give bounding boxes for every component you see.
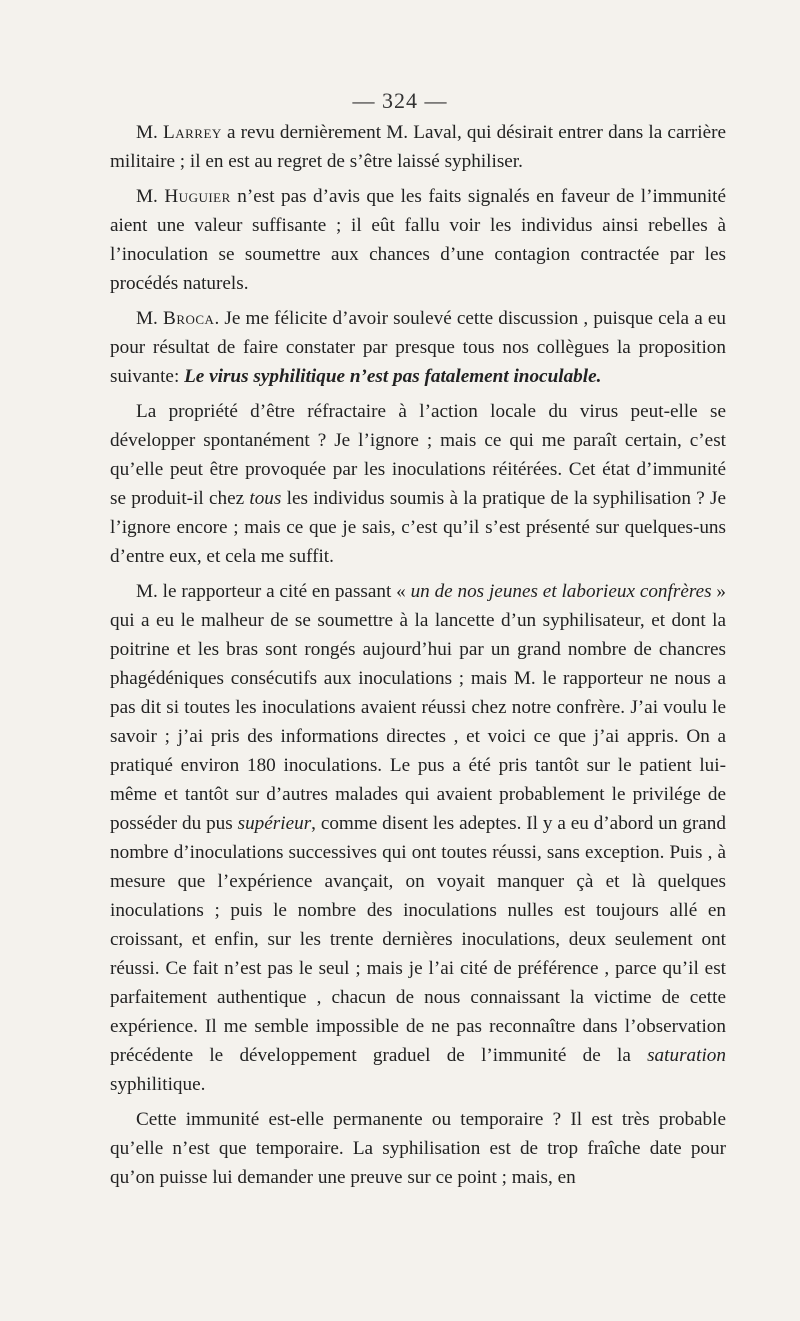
proposition-text: Le virus syphilitique n’est pas fatalement inoculable. xyxy=(184,366,602,387)
paragraph-larrey: M. Larrey a revu dernièrement M. Laval, qui désirait entrer dans la carrière militaire ; il en est au regret de s’être laissé syphiliser. xyxy=(110,122,726,172)
paragraph-rapporteur: M. le rapporteur a cité en passant « un de nos jeunes et laborieux confrères » qui a eu le malheur de se soumettre à la lancette d’un syphilisateur, et dont la poitrine et les bras sont rongés aujourd’hui par un grand nombre de chancres phagédéniques consécutifs aux inoculations ; mais M. le rapporteur ne nous a pas dit si toutes les inoculations avaient réussi chez notre confrère. J’ai voulu le savoir ; j’ai pris des informations directes , et voici ce que j’ai appris. On a pratiqué environ 180 inoculations. Le pus a été pris tantôt sur le patient lui-même et tantôt sur d’autres malades qui avaient probablement le privilége de posséder du pus supérieur, comme disent les adeptes. Il y a eu d’abord un grand nombre d’inoculations successives qui ont toutes réussi, sans exception. Puis , à mesure que l’expérience avançait, on voyait manquer çà et là quelques inoculations ; puis le nombre des inoculations nulles est toujours allé en croissant, et enfin, sur les trente dernières inoculations, deux seulement ont réussi. Ce fait n’est pas le seul ; mais je l’ai cité de préférence , parce qu’il est parfaitement authentique , chacun de nous connaissant la victime de cette expérience. Il me semble impossible de ne pas reconnaître dans l’observation précédente le développement graduel de l’immunité de la saturation syphilitique. xyxy=(110,581,727,1095)
name-broca: Broca xyxy=(163,308,215,329)
paragraph-huguier: M. Huguier n’est pas d’avis que les faits signalés en faveur de l’immunité aient une valeur suffisante ; il eût fallu voir les individus ainsi rebelles à l’inoculation se soumettre aux chances d’une contagion contractée par les procédés naturels. xyxy=(110,186,727,294)
name-larrey: Larrey xyxy=(163,122,222,143)
paragraph-propriete: La propriété d’être réfractaire à l’action locale du virus peut-elle se développer spontanément ? Je l’ignore ; mais ce qui me paraît certain, c’est qu’elle peut être provoquée par les inoculations réitérées. Cet état d’immunité se produit-il chez tous les individus soumis à la pratique de la syphilisation ? Je l’ignore encore ; mais ce que je sais, c’est qu’il s’est présenté sur quelques-uns d’entre eux, et cela me suffit. xyxy=(110,401,726,567)
body-text xyxy=(110,118,726,1198)
name-huguier: Huguier xyxy=(164,186,231,207)
paragraph-broca: M. Broca. Je me félicite d’avoir soulevé cette discussion , puisque cela a eu pour résultat de faire constater par presque tous nos collègues la proposition suivante: Le virus syphilitique n’est pas fatalement inoculable. xyxy=(110,308,726,387)
paragraph-immunite: Cette immunité est-elle permanente ou temporaire ? Il est très probable qu’elle n’est que temporaire. La syphilisation est de trop fraîche date pour qu’on puisse lui demander une preuve sur ce point ; mais, en xyxy=(110,1109,726,1188)
page-number: — 324 — xyxy=(352,88,448,113)
